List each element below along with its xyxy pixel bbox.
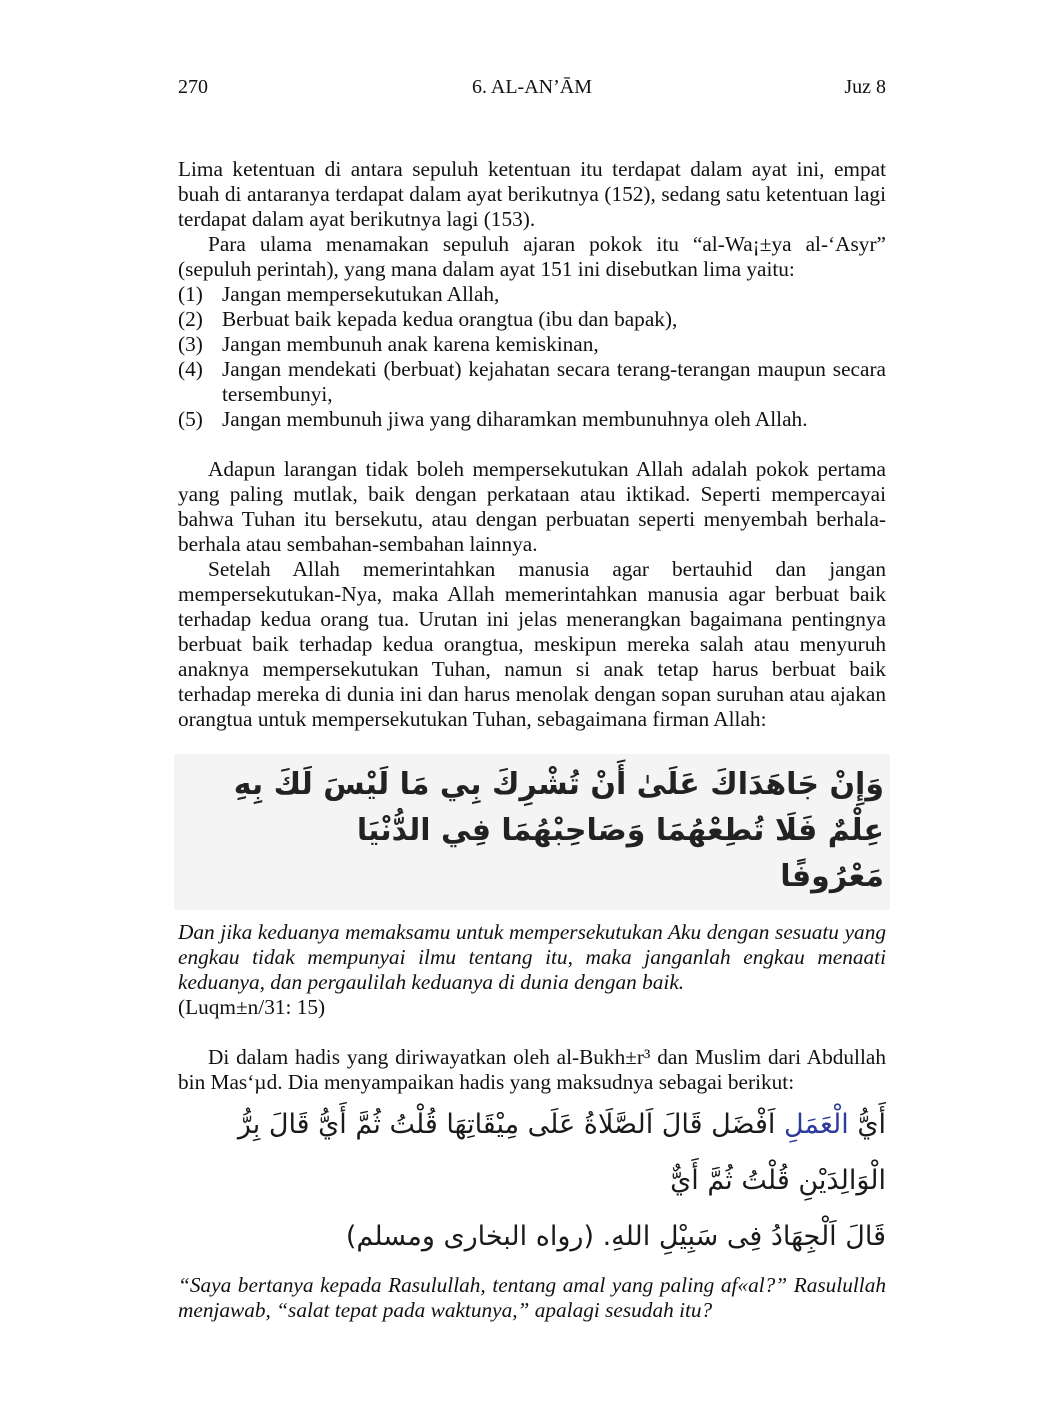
- list-item: [178, 332, 886, 357]
- list-item: [178, 357, 886, 407]
- list-number: (1): [178, 282, 203, 306]
- list-text: Jangan membunuh anak karena kemiskinan,: [222, 332, 599, 356]
- list-text: Jangan mempersekutukan Allah,: [222, 282, 500, 306]
- chapter-title: 6. AL-AN’ĀM: [472, 76, 592, 98]
- verse-line-2: مَعْرُوفًا: [780, 859, 884, 894]
- juz-label: Juz 8: [844, 76, 886, 98]
- translation-text: Dan jika keduanya memaksamu untuk mempersekutukan Aku dengan sesuatu yang engkau tidak mempunyai ilmu tentang itu, maka janganlah engkau menaati keduanya, dan pergaulilah keduanya di dunia dengan baik.: [178, 920, 886, 994]
- paragraph-2: Para ulama menamakan sepuluh ajaran pokok itu “al-Wa¡±ya al-‘Asyr” (sepuluh perintah), yang mana dalam ayat 151 ini disebutkan lima yaitu:: [178, 232, 886, 281]
- list-item: [178, 407, 886, 432]
- list-number: (2): [178, 307, 203, 331]
- verse-line-1: وَإِنْ جَاهَدَاكَ عَلَىٰ أَنْ تُشْرِكَ بِي مَا لَيْسَ لَكَ بِهِ عِلْمٌ فَلَا تُطِعْهُمَا وَصَاحِبْهُمَا فِي الدُّنْيَا: [233, 767, 884, 848]
- paragraph-5: Di dalam hadis yang diriwayatkan oleh al-Bukh±r³ dan Muslim dari Abdullah bin Mas‘µd. Dia menyampaikan hadis yang maksudnya sebagai berikut:: [178, 1045, 886, 1094]
- hadith-text: اَفْضَل قَالَ اَلصَّلَاةُ عَلَى مِيْقَاتِهَا قُلْتُ ثُمَّ أَيُّ قَالَ بِرُّ الْوَالِدَيْنِ قُلْتُ ثُمَّ أَيٌّ: [237, 1109, 886, 1196]
- list-number: (4): [178, 357, 203, 381]
- list-item: [178, 307, 886, 332]
- hadith-line-2: قَالَ اَلْجِهَادُ فِى سَبِيْلِ اللهِ. (رواه البخارى ومسلم): [345, 1221, 886, 1252]
- list-text: Jangan mendekati (berbuat) kejahatan secara terang-terangan maupun secara tersembunyi,: [222, 357, 886, 406]
- verse-translation: [178, 920, 886, 1020]
- page-number: 270: [178, 76, 208, 98]
- paragraph-4: Setelah Allah memerintahkan manusia agar bertauhid dan jangan mempersekutukan-Nya, maka Allah memerintahkan manusia agar berbuat baik terhadap kedua orang tua. Urutan ini jelas menerangkan bagaimana pentingnya berbuat baik terhadap kedua orangtua, meskipun mereka salah atau menyuruh anaknya mempersekutukan Tuhan, namun si anak tetap harus berbuat baik terhadap mereka di dunia ini dan harus menolak dengan sopan suruhan atau ajakan orangtua untuk mempersekutukan Tuhan, sebagaimana firman Allah:: [178, 557, 886, 731]
- page-body: [178, 157, 886, 1323]
- hadith-translation: “Saya bertanya kepada Rasulullah, tentang amal yang paling af«al?” Rasulullah menjawab, “salat tepat pada waktunya,” apalagi sesudah itu?: [178, 1273, 886, 1322]
- commandment-list: [178, 282, 886, 432]
- page-header: [178, 76, 886, 104]
- quran-verse: [174, 754, 890, 910]
- list-text: Berbuat baik kepada kedua orangtua (ibu dan bapak),: [222, 307, 678, 331]
- list-number: (5): [178, 407, 203, 431]
- hadith-text: أَيُّ: [848, 1109, 886, 1140]
- paragraph-3: Adapun larangan tidak boleh mempersekutukan Allah adalah pokok pertama yang paling mutlak, baik dengan perkataan atau iktikad. Seperti mempercayai bahwa Tuhan itu bersekutu, atau dengan perbuatan seperti menyembah berhala-berhala atau sembahan-sembahan lainnya.: [178, 457, 886, 556]
- hadith-highlight: الْعَمَلِ: [783, 1109, 849, 1140]
- list-text: Jangan membunuh jiwa yang diharamkan membunuhnya oleh Allah.: [222, 407, 808, 431]
- hadith-line-1: [178, 1097, 886, 1209]
- list-item: [178, 282, 886, 307]
- paragraph-1: Lima ketentuan di antara sepuluh ketentuan itu terdapat dalam ayat ini, empat buah di antaranya terdapat dalam ayat berikutnya (152), sedang satu ketentuan lagi terdapat dalam ayat berikutnya lagi (153).: [178, 157, 886, 231]
- verse-reference: (Luqm±n/31: 15): [178, 995, 326, 1019]
- hadith-arabic: [178, 1097, 886, 1265]
- list-number: (3): [178, 332, 203, 356]
